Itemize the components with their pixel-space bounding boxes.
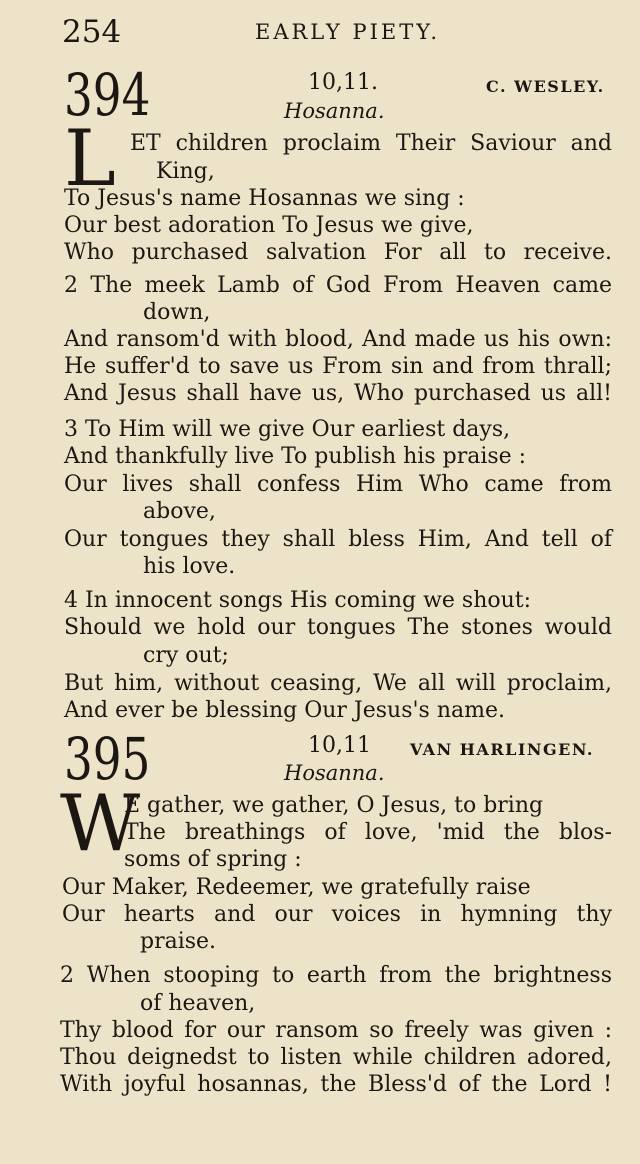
hymn-meter: 10,11. (308, 70, 378, 95)
hymn-line: praise. (140, 929, 217, 954)
hymn-meter: 10,11 (308, 733, 371, 758)
hymn-line: ET children proclaim Their Saviour and (130, 131, 612, 156)
hymn-line: Our hearts and our voices in hymning thy (62, 902, 612, 927)
hymn-number: 395 (64, 725, 151, 793)
hymn-line: his love. (143, 554, 236, 579)
hymn-line: 2 When stooping to earth from the brightness (60, 963, 612, 988)
hymn-line: Who purchased salvation For all to receive. (64, 240, 612, 265)
hymn-line: Our lives shall confess Him Who came from (64, 472, 612, 497)
drop-cap: L (64, 114, 116, 204)
hymn-line: Thou deignedst to listen while children adored, (60, 1045, 612, 1070)
page-number: 254 (62, 14, 122, 50)
hymn-line: 2 The meek Lamb of God From Heaven came (64, 273, 612, 298)
hymn-line: Our tongues they shall bless Him, And tell of (64, 527, 612, 552)
hymn-line: cry out; (143, 643, 229, 668)
hymn-line: above, (143, 499, 216, 524)
hymn-tune: Hosanna. (284, 99, 385, 123)
hymn-line: And Jesus shall have us, Who purchased us all! (64, 381, 612, 406)
hymn-line: Our best adoration To Jesus we give, (64, 213, 474, 238)
hymn-tune: Hosanna. (284, 761, 385, 785)
hymn-line: of heaven, (140, 991, 256, 1016)
hymn-line: And thankfully live To publish his praise : (64, 444, 527, 469)
hymn-line: Should we hold our tongues The stones would (64, 615, 612, 640)
hymn-line: Our Maker, Redeemer, we gratefully raise (62, 875, 531, 900)
hymn-line: soms of spring : (124, 847, 302, 872)
hymn-line: 4 In innocent songs His coming we shout: (64, 588, 532, 613)
hymn-line: King, (156, 159, 215, 184)
hymn-line: With joyful hosannas, the Bless'd of the Lord ! (60, 1072, 612, 1097)
hymn-line: And ever be blessing Our Jesus's name. (64, 698, 505, 723)
hymn-line: And ransom'd with blood, And made us his own: (64, 327, 612, 352)
hymn-author: C. WESLEY. (486, 77, 605, 96)
hymn-line: E gather, we gather, O Jesus, to bring (124, 793, 544, 818)
hymn-line: 3 To Him will we give Our earliest days, (64, 417, 511, 442)
running-title: EARLY PIETY. (255, 20, 441, 44)
hymn-line: down, (143, 300, 211, 325)
hymn-line: He suffer'd to save us From sin and from thrall; (64, 354, 612, 379)
hymn-author: VAN HARLINGEN. (410, 740, 594, 759)
hymn-line: To Jesus's name Hosannas we sing : (64, 186, 465, 211)
hymn-line: Thy blood for our ransom so freely was given : (60, 1018, 612, 1043)
hymn-line: The breathings of love, 'mid the blos- (124, 820, 612, 845)
drop-cap: W (60, 779, 141, 869)
hymn-number: 394 (64, 61, 151, 129)
hymn-line: But him, without ceasing, We all will proclaim, (64, 671, 612, 696)
